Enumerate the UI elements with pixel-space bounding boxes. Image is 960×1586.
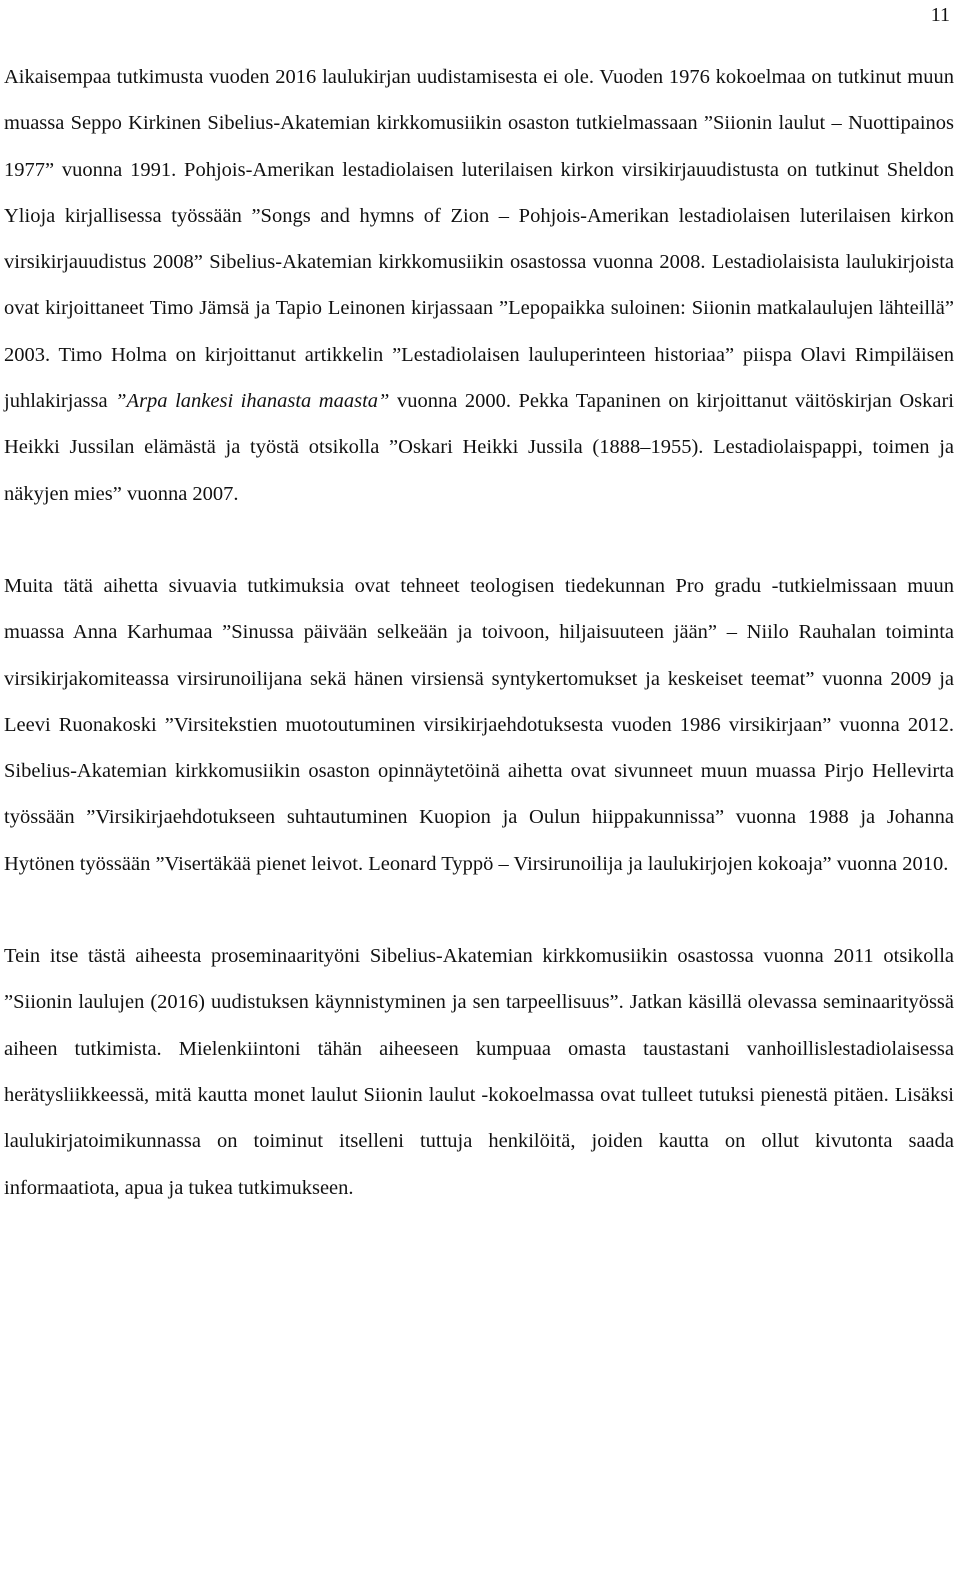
document-body bbox=[4, 54, 954, 1211]
text-segment: Aikaisempaa tutkimusta vuoden 2016 laulukirjan uudistamisesta ei ole. Vuoden 1976 kokoelmaa on tutkinut muun muassa Seppo Kirkinen Sibelius-Akatemian kirkkomusiikin osaston tutkielmassaan ”Siionin laulut – Nuottipainos 1977” vuonna 1991. Pohjois-Amerikan lestadiolaisen luterilaisen kirkon virsikirjauudistusta on tutkinut Sheldon Ylioja kirjallisessa työssään ”Songs and hymns of Zion – Pohjois-Amerikan lestadiolaisen luterilaisen kirkon virsikirjauudistus 2008” Sibelius-Akatemian kirkkomusiikin osastossa vuonna 2008. Lestadiolaisista laulukirjoista ovat kirjoittaneet Timo Jämsä ja Tapio Leinonen kirjassaan ”Lepopaikka suloinen: Siionin matkalaulujen lähteillä” 2003. Timo Holma on kirjoittanut artikkelin ”Lestadiolaisen lauluperinteen historiaa” piispa Olavi Rimpiläisen juhlakirjassa bbox=[4, 66, 954, 413]
paragraph-related-theses bbox=[4, 563, 954, 887]
paragraph-personal-background bbox=[4, 933, 954, 1211]
book-title-italic: ”Arpa lankesi ihanasta maasta” bbox=[115, 390, 390, 413]
page-number: 11 bbox=[930, 4, 950, 26]
text-segment: vuonna 2000. Pekka Tapaninen on kirjoittanut väitöskirjan Oskari Heikki Jussilan elämästä ja työstä otsikolla ”Oskari Heikki Jussila (1888–1955). Lestadiolaispappi, toimen ja näkyjen mies” vuonna 2007. bbox=[4, 390, 954, 505]
text-segment: Muita tätä aihetta sivuavia tutkimuksia ovat tehneet teologisen tiedekunnan Pro gradu -tutkielmissaan muun muassa Anna Karhumaa ”Sinussa päivään selkeään ja toivoon, hiljaisuuteen jään” – Niilo Rauhalan toiminta virsikirjakomiteassa virsirunoilijana sekä hänen virsiensä syntykertomukset ja keskeiset teemat” vuonna 2009 ja Leevi Ruonakoski ”Virsitekstien muotoutuminen virsikirjaehdotuksesta vuoden 1986 virsikirjaan” vuonna 2012. Sibelius-Akatemian kirkkomusiikin osaston opinnäytetöinä aihetta ovat sivunneet muun muassa Pirjo Hellevirta työssään ”Virsikirjaehdotukseen suhtautuminen Kuopion ja Oulun hiippakunnissa” vuonna 1988 ja Johanna Hytönen työssään ”Visertäkää pienet leivot. Leonard Typpö – Virsirunoilija ja laulukirjojen kokoaja” vuonna 2010. bbox=[4, 574, 954, 875]
paragraph-previous-research bbox=[4, 54, 954, 517]
text-segment: Tein itse tästä aiheesta proseminaarityöni Sibelius-Akatemian kirkkomusiikin osastossa vuonna 2011 otsikolla ”Siionin laulujen (2016) uudistuksen käynnistyminen ja sen tarpeellisuus”. Jatkan käsillä olevassa seminaarityössä aiheen tutkimista. Mielenkiintoni tähän aiheeseen kumpuaa omasta taustastani vanhoillislestadiolaisessa herätysliikkeessä, mitä kautta monet laulut Siionin laulut -kokoelmassa ovat tulleet tutuksi pienestä pitäen. Lisäksi laulukirjatoimikunnassa on toiminut itselleni tuttuja henkilöitä, joiden kautta on ollut kivutonta saada informaatiota, apua ja tukea tutkimukseen. bbox=[4, 945, 954, 1199]
